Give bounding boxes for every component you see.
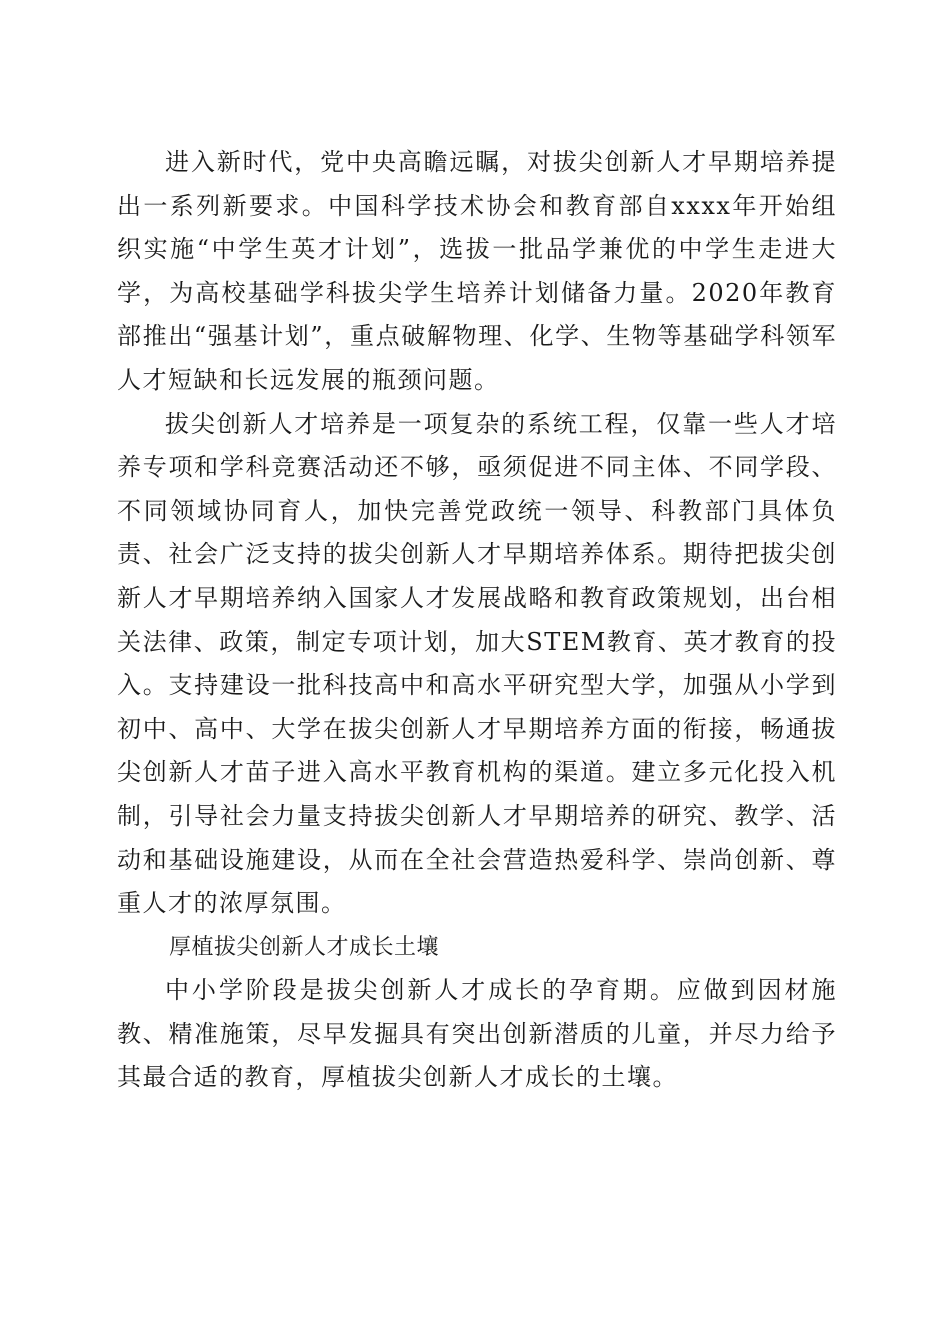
- paragraph-talent-system: 拔尖创新人才培养是一项复杂的系统工程，仅靠一些人才培养专项和学科竞赛活动还不够，亟须促进不同主体、不同学段、不同领域协同育人，加快完善党政统一领导、科教部门具体负责、社会广泛支持的拔尖创新人才早期培养体系。期待把拔尖创新人才早期培养纳入国家人才发展战略和教育政策规划，出台相关法律、政策，制定专项计划，加大STEM教育、英才教育的投入。支持建设一批科技高中和高水平研究型大学，加强从小学到初中、高中、大学在拔尖创新人才早期培养方面的衔接，畅通拔尖创新人才苗子进入高水平教育机构的渠道。建立多元化投入机制，引导社会力量支持拔尖创新人才早期培养的研究、教学、活动和基础设施建设，从而在全社会营造热爱科学、崇尚创新、尊重人才的浓厚氛围。: [117, 409, 837, 918]
- document-page: [117, 141, 837, 1100]
- section-heading: 厚植拔尖创新人才成长土壤: [169, 934, 440, 960]
- paragraph-talent-policy: 进入新时代，党中央高瞻远瞩，对拔尖创新人才早期培养提出一系列新要求。中国科学技术协会和教育部自xxxx年开始组织实施“中学生英才计划”，选拔一批品学兼优的中学生走进大学，为高校基础学科拔尖学生培养计划储备力量。2020年教育部推出“强基计划”，重点破解物理、化学、生物等基础学科领军人才短缺和长远发展的瓶颈问题。: [117, 148, 837, 394]
- paragraph-primary-secondary: 中小学阶段是拔尖创新人才成长的孕育期。应做到因材施教、精准施策，尽早发掘具有突出创新潜质的儿童，并尽力给予其最合适的教育，厚植拔尖创新人才成长的土壤。: [117, 976, 837, 1092]
